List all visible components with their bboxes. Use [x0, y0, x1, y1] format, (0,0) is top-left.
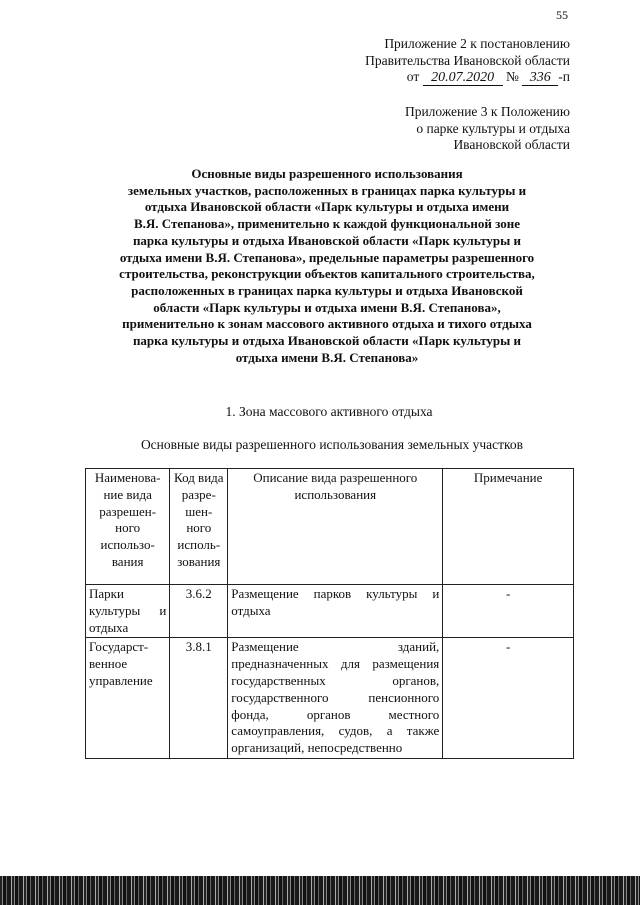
regulation-line-2: о парке культуры и отдыха: [416, 120, 570, 136]
table-heading: Основные виды разрешенного использования земельных участков: [140, 437, 524, 452]
title-line: парка культуры и отдыха Ивановской области «Парк культуры и: [132, 333, 522, 349]
title-line: Основные виды разрешенного использования: [191, 166, 463, 181]
title-line: применительно к зонам массового активного отдыха и тихого отдыха: [122, 316, 532, 332]
title-line: В.Я. Степанова», применительно к каждой функциональной зоне: [133, 216, 521, 232]
title-line: отдыха Ивановской области «Парк культуры и отдыха имени: [144, 199, 510, 215]
title-line: земельных участков, расположенных в границах парка культуры и: [127, 182, 527, 198]
land-use-table: [85, 468, 574, 759]
cell-note: -: [443, 585, 574, 638]
header-name: Наименова-ние вида разрешен-ного использо-вания: [86, 469, 170, 585]
regulation-header: [405, 104, 570, 154]
title-line: отдыха имени В.Я. Степанова»: [235, 349, 419, 365]
header-description: Описание вида разрешенного использования: [228, 469, 443, 585]
cell-code: 3.6.2: [170, 585, 228, 638]
header-code: Код вида разре-шен-ного исполь-зования: [170, 469, 228, 585]
cell-description: Размещение зданий, предназначенных для размещения государственных органов, государственного пенсионного фонда, органов местного самоуправления, судов, а также организаций, непосредственно: [228, 638, 443, 759]
title-line: отдыха имени В.Я. Степанова», предельные параметры разрешенного: [119, 249, 535, 265]
appendix-date-line: [365, 69, 570, 86]
cell-note: -: [443, 638, 574, 759]
appendix-line-2: Правительства Ивановской области: [365, 52, 570, 68]
handwritten-number: 336: [522, 71, 558, 86]
scan-edge-artifact: [0, 876, 640, 905]
title-line: парка культуры и отдыха Ивановской области «Парк культуры и: [132, 232, 522, 248]
from-prefix: от: [406, 69, 420, 84]
document-title: [84, 166, 570, 366]
header-note: Примечание: [443, 469, 574, 585]
cell-name: Государст-венное управление: [86, 638, 170, 759]
table-row: [86, 638, 574, 759]
cell-description: Размещение парков культуры и отдыха: [228, 585, 443, 638]
title-line: расположенных в границах парка культуры и отдыха Ивановской: [131, 282, 523, 298]
title-line: строительства, реконструкции объектов капитального строительства,: [119, 266, 535, 282]
page-number: 55: [556, 8, 568, 22]
title-line: области «Парк культуры и отдыха имени В.Я. Степанова»,: [153, 299, 501, 315]
cell-code: 3.8.1: [170, 638, 228, 759]
regulation-line-1: Приложение 3 к Положению: [404, 104, 570, 119]
appendix-header: [365, 36, 570, 86]
handwritten-date: 20.07.2020: [423, 71, 503, 86]
table-header-row: [86, 469, 574, 585]
zone-heading: 1. Зона массового активного отдыха: [225, 404, 433, 419]
number-suffix: -п: [558, 69, 570, 84]
cell-name: Парки культуры и отдыха: [86, 585, 170, 638]
number-prefix: №: [506, 69, 519, 84]
regulation-line-3: Ивановской области: [453, 137, 570, 152]
appendix-line-1: Приложение 2 к постановлению: [384, 36, 570, 51]
table-row: [86, 585, 574, 638]
